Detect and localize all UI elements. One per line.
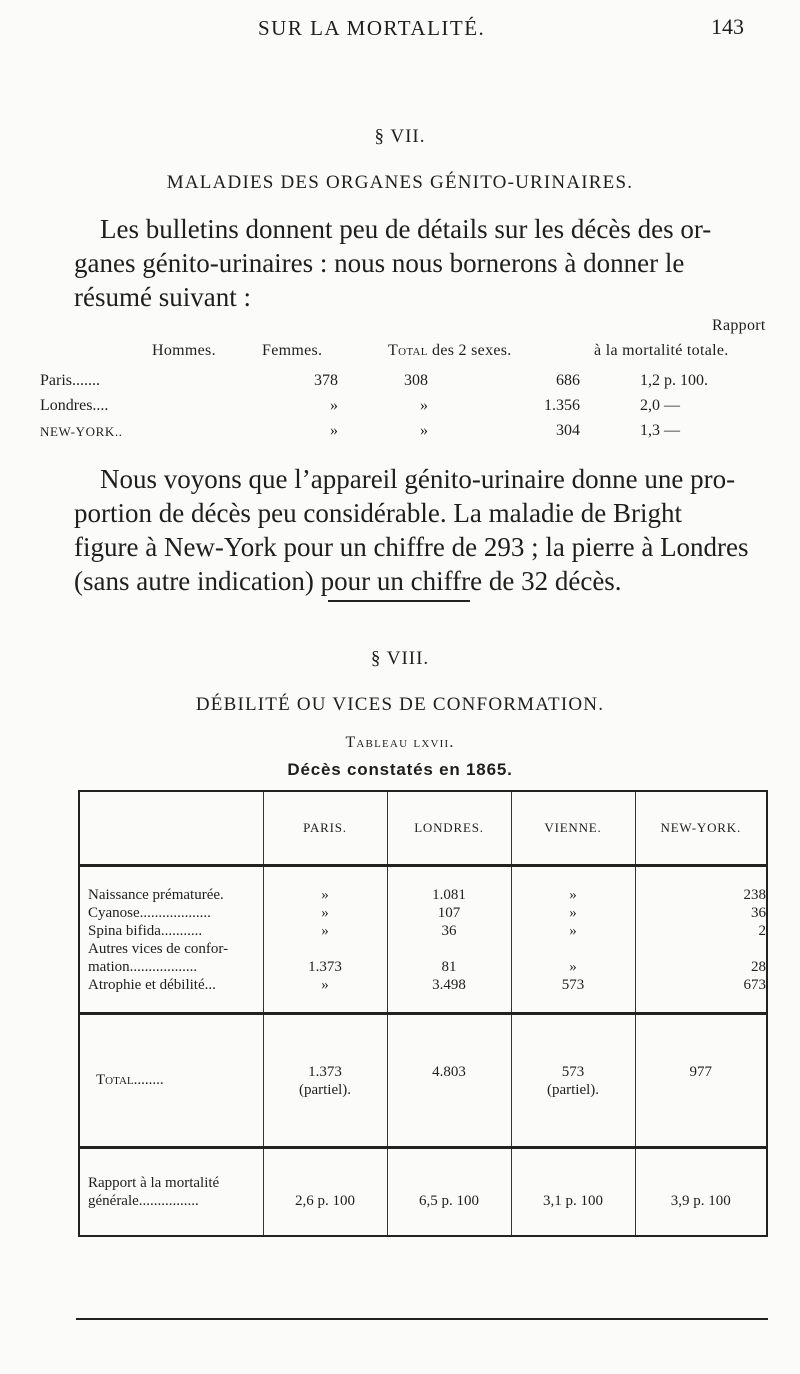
column-header-vienne: VIENNE.: [511, 791, 635, 866]
total-londres: [387, 1014, 511, 1148]
cell-value: »: [569, 886, 577, 903]
intro-line-1: Les bulletins donnent peu de détails sur les décès des or-: [100, 214, 712, 244]
ratio-vienne: [511, 1148, 635, 1236]
cell-value: 36: [441, 922, 457, 939]
column-header-londres: LONDRES.: [387, 791, 511, 866]
cause-labels: [79, 866, 263, 1014]
total-label: Total........: [79, 1014, 263, 1148]
ratio-value: 3,9 p. 100: [670, 1192, 731, 1209]
cell-value: 2: [758, 922, 766, 939]
table-bottom-rule: [76, 1318, 768, 1320]
summary-hommes: »: [330, 422, 338, 439]
summary-total: 304: [556, 422, 580, 439]
table-row-ratio: [79, 1148, 767, 1236]
running-title: SUR LA MORTALITÉ.: [258, 16, 486, 40]
cause-label: Naissance prématurée.: [88, 886, 224, 903]
cause-label: Autres vices de confor-: [88, 940, 229, 957]
ratio-value: 2,6 p. 100: [295, 1192, 355, 1209]
conclusion-line-4: (sans autre indication) pour un chiffre de 32 décès.: [74, 566, 622, 596]
intro-line-2: ganes génito-urinaires : nous nous bornerons à donner le: [74, 248, 685, 278]
section-7-conclusion: [74, 462, 766, 598]
cell-value: 3.498: [432, 976, 466, 993]
cell-value: »: [321, 886, 329, 903]
ratio-label-line: générale................: [88, 1192, 199, 1209]
cell-value: »: [321, 976, 329, 993]
cell-value: 81: [441, 958, 457, 975]
cell-value: »: [321, 904, 329, 921]
cell-value: »: [569, 904, 577, 921]
cell-value: 673: [743, 976, 766, 993]
cause-label: mation..................: [88, 958, 198, 975]
summary-header-total-rest: des 2 sexes.: [427, 342, 512, 359]
total-value: 1.373: [308, 1063, 342, 1080]
cell-value: 28: [751, 958, 766, 975]
spacer: [636, 1081, 767, 1099]
table-header-row: [79, 791, 767, 866]
total-newyork: [635, 1014, 767, 1148]
summary-row-newyork: [40, 422, 780, 446]
summary-header-ratio: à la mortalité totale.: [594, 342, 729, 359]
column-header-newyork: NEW-YORK.: [635, 791, 767, 866]
page-number: 143: [711, 14, 744, 39]
ratio-value: 3,1 p. 100: [543, 1192, 603, 1209]
summary-ratio: 1,2 p. 100.: [640, 372, 708, 389]
section-7-number: § VII.: [374, 126, 426, 147]
paris-values: [263, 866, 387, 1014]
cell-value: [388, 940, 511, 958]
summary-hommes: 378: [314, 372, 338, 389]
section-7-intro: [74, 212, 766, 314]
table-row-causes: [79, 866, 767, 1014]
cause-label: Cyanose...................: [88, 904, 211, 921]
cell-value: »: [321, 922, 329, 939]
total-value: 573: [561, 1063, 585, 1080]
total-vienne: [511, 1014, 635, 1148]
table-row-total: [79, 1014, 767, 1148]
londres-values: [387, 866, 511, 1014]
ratio-newyork: [635, 1148, 767, 1236]
total-paris: [263, 1014, 387, 1148]
summary-hommes: »: [330, 397, 338, 414]
summary-total: 1.356: [544, 397, 580, 414]
total-value: 977: [689, 1063, 712, 1080]
conclusion-line-2: portion de décès peu considérable. La maladie de Bright: [74, 498, 683, 528]
summary-city: Paris.......: [40, 372, 100, 389]
summary-femmes: 308: [404, 372, 428, 389]
cell-value: [636, 940, 767, 958]
ratio-londres: [387, 1148, 511, 1236]
cell-value: 107: [437, 904, 461, 921]
section-8-title: DÉBILITÉ OU VICES DE CONFORMATION.: [195, 694, 605, 715]
summary-row-londres: [40, 397, 780, 421]
summary-header-femmes: Femmes.: [262, 342, 323, 359]
tableau-number: Tableau lxvii.: [345, 734, 455, 751]
deaths-table: [78, 790, 768, 1237]
spacer: [388, 1081, 511, 1099]
total-note: (partiel).: [298, 1081, 352, 1098]
cell-value: 1.373: [308, 958, 342, 975]
summary-row-paris: [40, 372, 780, 396]
summary-header-total: [388, 342, 512, 360]
ratio-label-line: Rapport à la mortalité: [88, 1174, 220, 1191]
summary-city: NEW-YORK..: [40, 424, 123, 439]
cell-value: 573: [561, 976, 585, 993]
summary-total: 686: [556, 372, 580, 389]
summary-header-rapport: Rapport: [712, 317, 766, 334]
summary-header-total-sc: Total: [388, 342, 428, 359]
summary-ratio: 2,0 —: [640, 397, 680, 414]
cell-value: »: [569, 958, 577, 975]
summary-femmes: »: [420, 397, 428, 414]
cell-value: [264, 940, 387, 958]
cell-value: 36: [751, 904, 766, 921]
cell-value: [512, 940, 635, 958]
cause-label: Spina bifida...........: [88, 922, 203, 939]
cell-value: 1.081: [432, 886, 466, 903]
vienne-values: [511, 866, 635, 1014]
ratio-paris: [263, 1148, 387, 1236]
summary-ratio: 1,3 —: [640, 422, 680, 439]
total-value: 4.803: [432, 1063, 466, 1080]
cell-value: 238: [743, 886, 766, 903]
running-head: [0, 8, 800, 48]
ratio-value: 6,5 p. 100: [419, 1192, 479, 1209]
cell-value: »: [569, 922, 577, 939]
section-divider: [328, 600, 470, 602]
header-empty: [79, 791, 263, 866]
summary-header-hommes: Hommes.: [152, 342, 216, 359]
summary-city: Londres....: [40, 397, 109, 414]
conclusion-line-1: Nous voyons que l’appareil génito-urinaire donne une pro-: [100, 464, 736, 494]
newyork-values: [635, 866, 767, 1014]
total-note: (partiel).: [546, 1081, 600, 1098]
conclusion-line-3: figure à New-York pour un chiffre de 293 ; la pierre à Londres: [74, 532, 749, 562]
section-8-number: § VIII.: [370, 648, 430, 669]
ratio-label: [79, 1148, 263, 1236]
cause-label: Atrophie et débilité...: [88, 976, 216, 993]
table-caption: Décès constatés en 1865.: [287, 760, 513, 779]
column-header-paris: PARIS.: [263, 791, 387, 866]
intro-line-3: résumé suivant :: [74, 282, 251, 312]
summary-femmes: »: [420, 422, 428, 439]
section-7-title: MALADIES DES ORGANES GÉNITO-URINAIRES.: [166, 172, 634, 193]
